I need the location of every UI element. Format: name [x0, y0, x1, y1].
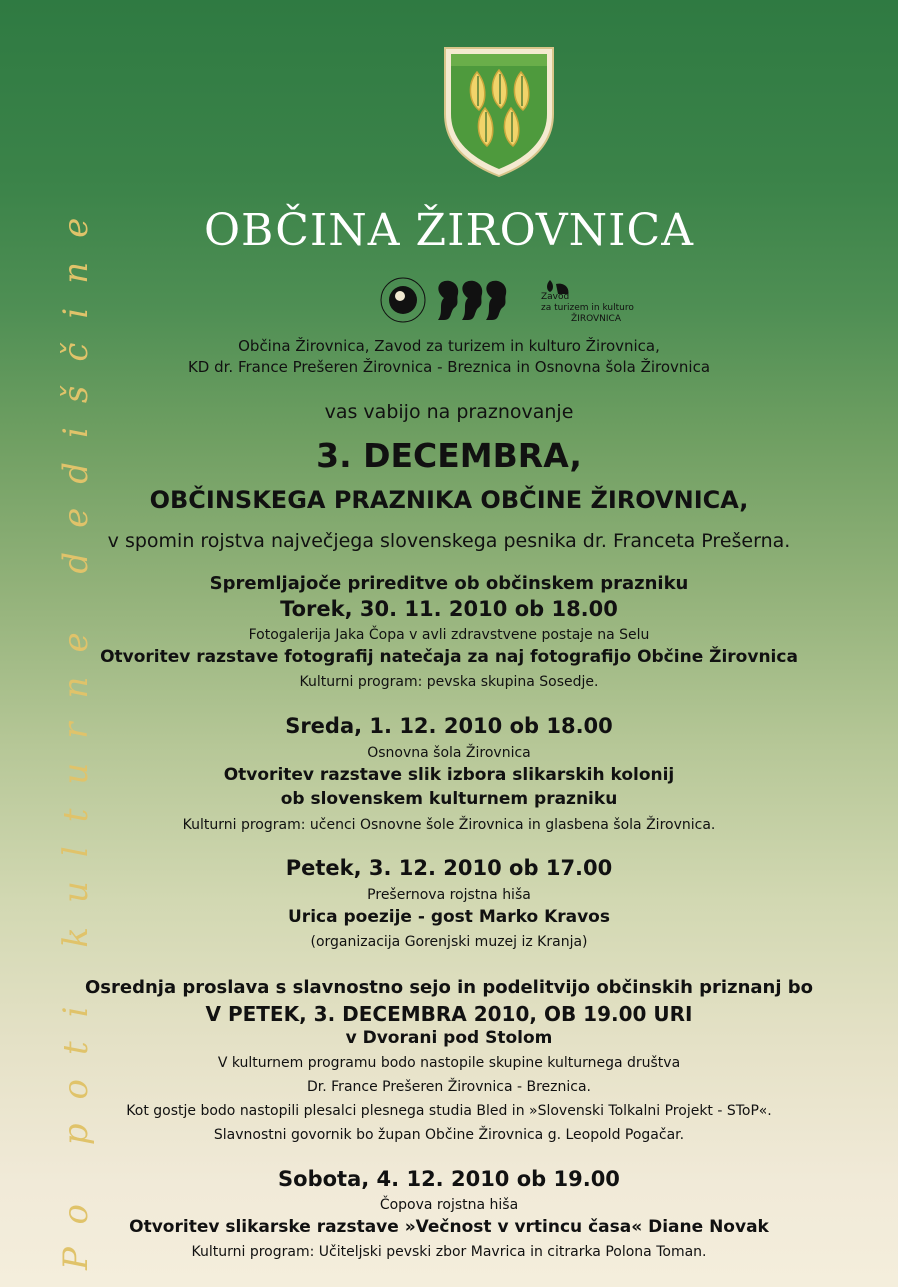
event4-note: Kulturni program: Učiteljski pevski zbor Mavrica in citrarka Polona Toman.	[191, 1244, 707, 1260]
municipality-name: OBČINA ŽIROVNICA	[203, 205, 694, 256]
events-heading: Spremljajoče prireditve ob občinskem prazniku	[209, 573, 689, 594]
municipality-crest-icon	[441, 44, 557, 178]
event4-date: Sobota, 4. 12. 2010 ob 19.00	[278, 1167, 620, 1191]
event2-title-line1: Otvoritev razstave slik izbora slikarskih kolonij	[223, 765, 675, 785]
event2-note: Kulturni program: učenci Osnovne šole Žirovnica in glasbena šola Žirovnica.	[182, 817, 716, 833]
main-celebration-date: V PETEK, 3. DECEMBRA 2010, OB 19.00 URI	[205, 1002, 693, 1026]
event2-date: Sreda, 1. 12. 2010 ob 18.00	[285, 714, 613, 738]
kd-preseren-seal-icon	[381, 278, 425, 322]
organizers-line-2: KD dr. France Prešeren Žirovnica - Breznica in Osnovna šola Žirovnica	[187, 358, 711, 376]
main-celebration-intro: Osrednja proslava s slavnostno sejo in podelitvijo občinskih priznanj bo	[84, 977, 814, 998]
invite-text: vas vabijo na praznovanje	[324, 401, 574, 423]
event1-title: Otvoritev razstave fotografij natečaja za naj fotografijo Občine Žirovnica	[100, 647, 798, 667]
main-desc-1: V kulturnem programu bodo nastopile skupine kulturnega društva	[217, 1055, 681, 1071]
organizers-line-1: Občina Žirovnica, Zavod za turizem in kulturo Žirovnica,	[238, 337, 660, 355]
event3-note: (organizacija Gorenjski muzej iz Kranja)	[310, 934, 588, 950]
profiles-logo-icon	[438, 281, 506, 320]
main-desc-3: Kot gostje bodo nastopili plesalci plesnega studia Bled in »Slovenski Tolkalni Projekt - SToP«.	[126, 1103, 772, 1119]
main-desc-2: Dr. France Prešeren Žirovnica - Breznica.	[307, 1079, 591, 1095]
event1-place: Fotogalerija Jaka Čopa v avli zdravstvene postaje na Selu	[248, 627, 650, 643]
event1-date: Torek, 30. 11. 2010 ob 18.00	[280, 597, 618, 621]
memory-text: v spomin rojstva največjega slovenskega pesnika dr. Franceta Prešerna.	[107, 530, 791, 552]
event2-place: Osnovna šola Žirovnica	[367, 745, 531, 761]
event4-title: Otvoritev slikarske razstave »Večnost v vrtincu časa« Diane Novak	[129, 1217, 769, 1237]
event2-title-line2: ob slovenskem kulturnem prazniku	[280, 789, 618, 809]
headline-date: 3. DECEMBRA,	[316, 436, 582, 475]
headline-holiday: OBČINSKEGA PRAZNIKA OBČINE ŽIROVNICA,	[149, 486, 749, 514]
main-celebration-venue: v Dvorani pod Stolom	[345, 1028, 553, 1048]
event3-title: Urica poezije - gost Marko Kravos	[288, 907, 610, 927]
event3-place: Prešernova rojstna hiša	[367, 887, 531, 903]
tourism-institute-logo-text: Zavod za turizem in kulturo ŽIROVNICA	[541, 292, 634, 324]
event1-note: Kulturni program: pevska skupina Sosedje.	[299, 674, 599, 690]
event3-date: Petek, 3. 12. 2010 ob 17.00	[285, 856, 613, 880]
vertical-slogan: Po poti kulturne dediščine	[56, 193, 96, 1270]
event4-place: Čopova rojstna hiša	[379, 1197, 519, 1213]
main-desc-4: Slavnostni govornik bo župan Občine Žirovnica g. Leopold Pogačar.	[213, 1127, 685, 1143]
